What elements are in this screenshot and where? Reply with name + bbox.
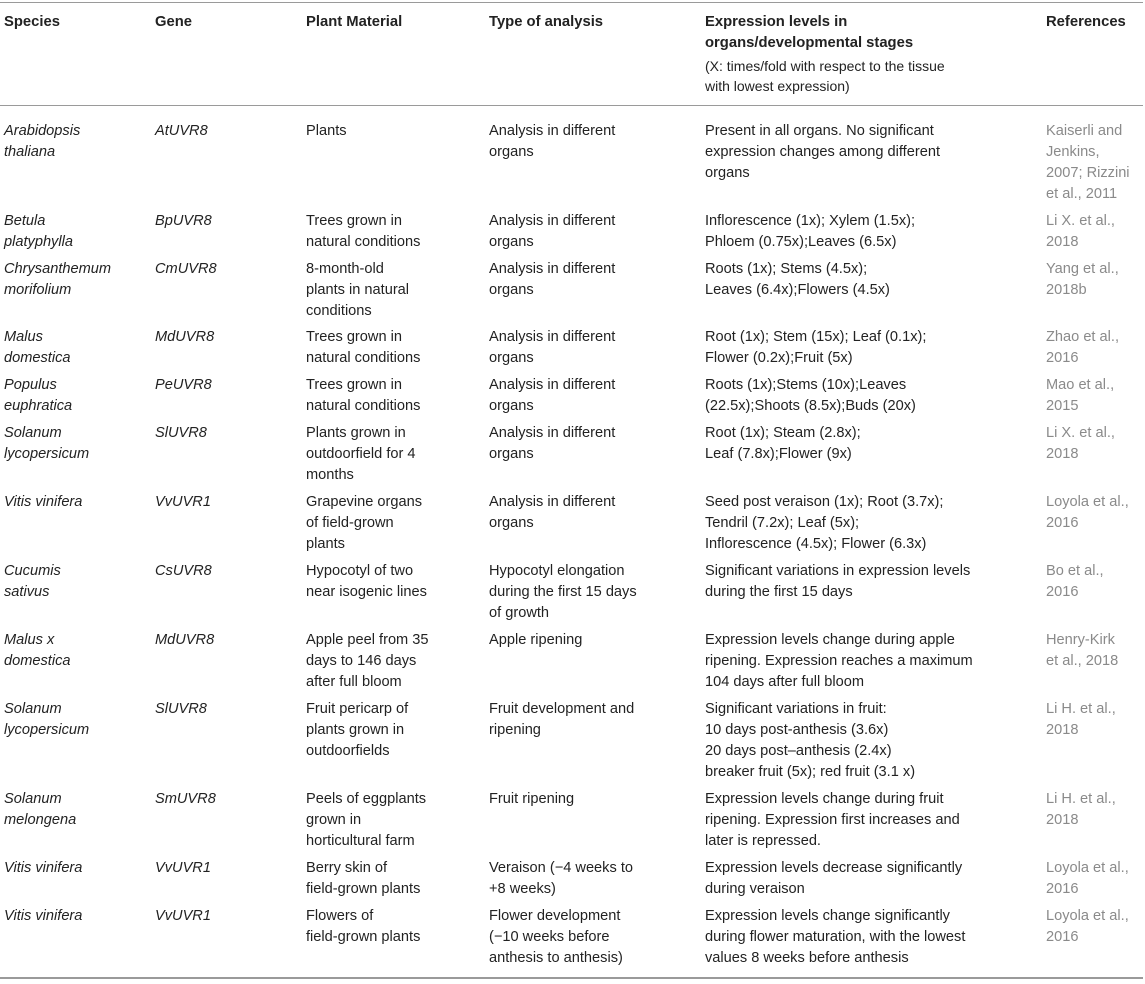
cell-reference[interactable]: Loyola et al., 2016 xyxy=(1046,860,1129,897)
header-references: References xyxy=(1046,14,1126,30)
cell-analysis-type: Analysis in different organs xyxy=(489,329,616,366)
cell-gene: BpUVR8 xyxy=(155,213,212,229)
cell-gene: MdUVR8 xyxy=(155,632,215,648)
cell-species: Chrysanthemum morifolium xyxy=(4,261,112,298)
cell-plant-material: Hypocotyl of two near isogenic lines xyxy=(306,563,427,600)
cell-gene: MdUVR8 xyxy=(155,329,215,345)
cell-plant-material: Trees grown in natural conditions xyxy=(306,213,421,250)
cell-analysis-type: Veraison (−4 weeks to +8 weeks) xyxy=(489,860,633,897)
cell-species: Solanum melongena xyxy=(4,791,77,828)
cell-species: Vitis vinifera xyxy=(4,860,83,876)
cell-analysis-type: Flower development (−10 weeks before anthesis to anthesis) xyxy=(489,908,623,966)
cell-expression-levels: Inflorescence (1x); Xylem (1.5x); Phloem (0.75x);Leaves (6.5x) xyxy=(705,213,916,250)
cell-plant-material: Grapevine organs of field-grown plants xyxy=(306,494,423,552)
cell-species: Arabidopsis thaliana xyxy=(4,123,81,160)
cell-reference[interactable]: Mao et al., 2015 xyxy=(1046,377,1115,414)
cell-gene: VvUVR1 xyxy=(155,908,211,924)
cell-analysis-type: Hypocotyl elongation during the first 15 days of growth xyxy=(489,563,637,621)
cell-expression-levels: Significant variations in expression levels during the first 15 days xyxy=(705,563,971,600)
cell-reference[interactable]: Henry-Kirk et al., 2018 xyxy=(1046,632,1119,669)
cell-gene: AtUVR8 xyxy=(155,123,208,139)
cell-expression-levels: Root (1x); Steam (2.8x); Leaf (7.8x);Flower (9x) xyxy=(705,425,861,462)
cell-expression-levels: Expression levels decrease significantly during veraison xyxy=(705,860,963,897)
cell-reference[interactable]: Bo et al., 2016 xyxy=(1046,563,1104,600)
cell-species: Cucumis sativus xyxy=(4,563,61,600)
cell-analysis-type: Analysis in different organs xyxy=(489,494,616,531)
cell-expression-levels: Root (1x); Stem (15x); Leaf (0.1x); Flower (0.2x);Fruit (5x) xyxy=(705,329,927,366)
cell-expression-levels: Present in all organs. No significant expression changes among different organs xyxy=(705,123,941,181)
cell-analysis-type: Analysis in different organs xyxy=(489,261,616,298)
cell-plant-material: Apple peel from 35 days to 146 days after full bloom xyxy=(306,632,429,690)
cell-species: Vitis vinifera xyxy=(4,908,83,924)
cell-plant-material: Trees grown in natural conditions xyxy=(306,377,421,414)
cell-expression-levels: Expression levels change during apple ripening. Expression reaches a maximum 104 days after full bloom xyxy=(705,632,973,690)
cell-reference[interactable]: Loyola et al., 2016 xyxy=(1046,494,1129,531)
cell-plant-material: Trees grown in natural conditions xyxy=(306,329,421,366)
header-plant-material: Plant Material xyxy=(306,14,403,30)
cell-plant-material: Plants grown in outdoorfield for 4 months xyxy=(306,425,416,483)
cell-analysis-type: Analysis in different organs xyxy=(489,123,616,160)
cell-expression-levels: Expression levels change significantly during flower maturation, with the lowest values 8 weeks before anthesis xyxy=(705,908,966,966)
table-bottom-rule xyxy=(0,977,1143,979)
cell-reference[interactable]: Li H. et al., 2018 xyxy=(1046,701,1116,738)
cell-gene: CsUVR8 xyxy=(155,563,212,579)
cell-expression-levels: Roots (1x); Stems (4.5x); Leaves (6.4x);Flowers (4.5x) xyxy=(705,261,890,298)
cell-expression-levels: Roots (1x);Stems (10x);Leaves (22.5x);Shoots (8.5x);Buds (20x) xyxy=(705,377,916,414)
header-rule xyxy=(0,105,1143,106)
cell-plant-material: Plants xyxy=(306,123,347,139)
cell-species: Malus domestica xyxy=(4,329,71,366)
header-species: Species xyxy=(4,14,60,30)
cell-reference[interactable]: Li X. et al., 2018 xyxy=(1046,425,1115,462)
cell-plant-material: Flowers of field-grown plants xyxy=(306,908,421,945)
cell-species: Solanum lycopersicum xyxy=(4,701,90,738)
cell-gene: VvUVR1 xyxy=(155,860,211,876)
cell-species: Solanum lycopersicum xyxy=(4,425,90,462)
cell-gene: SmUVR8 xyxy=(155,791,216,807)
cell-analysis-type: Analysis in different organs xyxy=(489,213,616,250)
cell-gene: SlUVR8 xyxy=(155,701,207,717)
cell-species: Malus x domestica xyxy=(4,632,71,669)
header-analysis-type: Type of analysis xyxy=(489,14,604,30)
cell-reference[interactable]: Yang et al., 2018b xyxy=(1046,261,1119,298)
cell-analysis-type: Apple ripening xyxy=(489,632,583,648)
cell-reference[interactable]: Loyola et al., 2016 xyxy=(1046,908,1129,945)
cell-analysis-type: Analysis in different organs xyxy=(489,425,616,462)
cell-expression-levels: Seed post veraison (1x); Root (3.7x); Tendril (7.2x); Leaf (5x); Inflorescence (4.5x); Flower (6.3x) xyxy=(705,494,944,552)
cell-analysis-type: Analysis in different organs xyxy=(489,377,616,414)
cell-reference[interactable]: Li H. et al., 2018 xyxy=(1046,791,1116,828)
cell-gene: SlUVR8 xyxy=(155,425,207,441)
cell-reference[interactable]: Kaiserli and Jenkins, 2007; Rizzini et al., 2011 xyxy=(1046,123,1130,202)
cell-analysis-type: Fruit ripening xyxy=(489,791,575,807)
cell-expression-levels: Expression levels change during fruit ripening. Expression first increases and later is repressed. xyxy=(705,791,960,849)
header-expression-note: (X: times/fold with respect to the tissue with lowest expression) xyxy=(705,58,945,94)
cell-reference[interactable]: Li X. et al., 2018 xyxy=(1046,213,1115,250)
table-top-rule xyxy=(0,2,1143,3)
cell-gene: VvUVR1 xyxy=(155,494,211,510)
cell-plant-material: 8-month-old plants in natural conditions xyxy=(306,261,410,319)
cell-gene: PeUVR8 xyxy=(155,377,212,393)
cell-species: Vitis vinifera xyxy=(4,494,83,510)
cell-plant-material: Peels of eggplants grown in horticultural farm xyxy=(306,791,427,849)
cell-plant-material: Berry skin of field-grown plants xyxy=(306,860,421,897)
cell-species: Betula platyphylla xyxy=(4,213,73,250)
header-gene: Gene xyxy=(155,14,193,30)
cell-gene: CmUVR8 xyxy=(155,261,217,277)
cell-species: Populus euphratica xyxy=(4,377,73,414)
header-expression-levels: Expression levels in organs/developmental stages xyxy=(705,14,914,51)
cell-analysis-type: Fruit development and ripening xyxy=(489,701,635,738)
cell-reference[interactable]: Zhao et al., 2016 xyxy=(1046,329,1120,366)
cell-plant-material: Fruit pericarp of plants grown in outdoorfields xyxy=(306,701,409,759)
cell-expression-levels: Significant variations in fruit: 10 days post-anthesis (3.6x) 20 days post–anthesis (2.4x) breaker fruit (5x); red fruit (3.1 x) xyxy=(705,701,916,780)
